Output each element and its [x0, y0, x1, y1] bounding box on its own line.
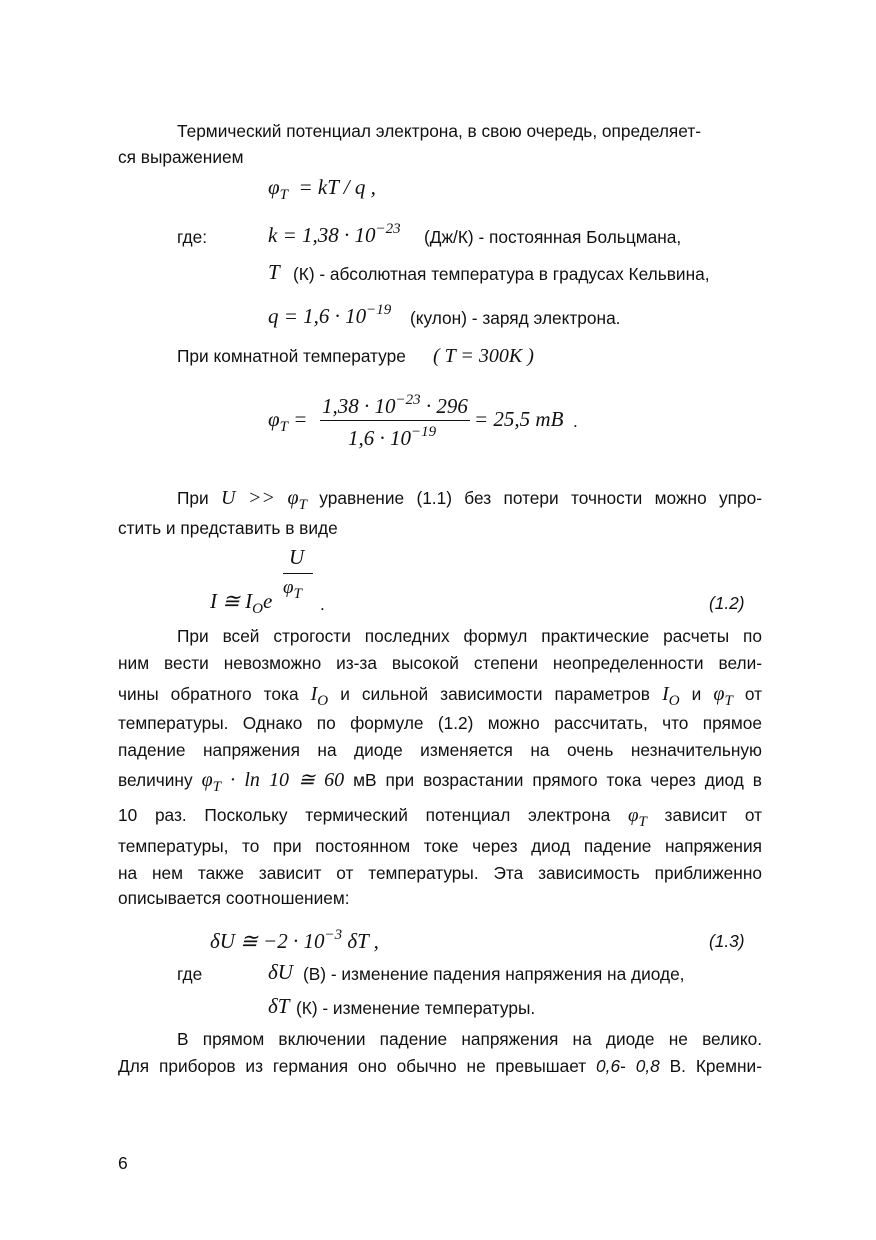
charge-description: (кулон) - заряд электрона. — [410, 308, 621, 328]
fraction-rhs: = 25,5 mB — [474, 407, 564, 431]
formula-electron-charge: $q = 1,6 \cdot 10^{-19}$ — [268, 302, 392, 328]
paragraph-line: чины обратного тока $I_O$ и сильной зависимости параметров $I_O$ и $\varphi_T$ от — [118, 683, 762, 709]
where-label: где — [177, 964, 203, 984]
fraction-period: . — [573, 411, 578, 431]
symbol-delta-t: δT — [268, 994, 290, 1018]
formula-current: I ≅ $I_Oe$ — [210, 589, 273, 617]
fraction-lhs: $\varphi_T$ = — [268, 407, 308, 435]
paragraph-line: на нем также зависит от температуры. Эта зависимость приближенно — [118, 863, 762, 883]
room-temperature-text: При комнатной температуре — [177, 346, 406, 366]
exponent-bar — [283, 573, 313, 574]
paragraph-line: температуры. Однако по формуле (1.2) можно рассчитать, что прямое — [118, 713, 762, 733]
fraction-denominator: $1,6 \cdot 10^{-19}$ — [348, 424, 437, 450]
formula-thermal-potential: $\varphi_T$ = kT / q , — [268, 175, 376, 203]
paragraph-line: ся выражением — [118, 147, 244, 167]
where-label: где: — [177, 227, 208, 247]
paragraph-line: При всей строгости последних формул практические расчеты по — [177, 626, 762, 646]
fraction-numerator: $1,38 \cdot 10^{-23} \cdot 296$ — [322, 392, 468, 418]
paragraph-line: стить и представить в виде — [118, 518, 338, 538]
paragraph-line: температуры, то при постоянном токе через диод падение напряжения — [118, 836, 762, 856]
paragraph-line: При $U >> \varphi_T$ уравнение (1.1) без потери точности можно упро- — [177, 487, 762, 513]
symbol-temperature: T — [268, 260, 280, 284]
paragraph-line: ним вести невозможно из-за высокой степени неопределенности вели- — [118, 653, 762, 673]
paragraph-line: величину $\varphi_T \cdot \ln 10$ ≅ 60 мВ при возрастании прямого тока через диод в — [118, 769, 762, 795]
paragraph-line: В прямом включении падение напряжения на диоде не велико. — [177, 1029, 762, 1049]
equation-label: (1.3) — [709, 931, 745, 951]
exponent-denominator: $\varphi_T$ — [283, 577, 302, 602]
delta-t-description: (К) - изменение температуры. — [296, 998, 536, 1018]
formula-voltage-change: δU ≅ $-2 \cdot 10^{-3}$ δT , — [210, 927, 379, 953]
boltzmann-description: (Дж/К) - постоянная Больцмана, — [424, 227, 682, 247]
paragraph-line: Термический потенциал электрона, в свою очередь, определяет- — [177, 121, 701, 141]
formula-boltzmann: $k = 1,38 \cdot 10^{-23}$ — [268, 221, 401, 247]
page-number: 6 — [118, 1153, 128, 1173]
equation-label: (1.2) — [709, 593, 745, 613]
fraction-bar — [320, 420, 470, 421]
room-temperature-formula: ( T = 300K ) — [433, 345, 534, 367]
paragraph-line: Для приборов из германия оно обычно не превышает 0,6- 0,8 В. Кремни- — [118, 1056, 762, 1076]
temperature-description: (К) - абсолютная температура в градусах Кельвина, — [293, 264, 710, 284]
paragraph-line: 10 раз. Поскольку термический потенциал электрона $\varphi_T$ зависит от — [118, 805, 762, 830]
formula-period: . — [320, 594, 325, 614]
symbol-delta-u: δU — [268, 960, 293, 984]
delta-u-description: (В) - изменение падения напряжения на диоде, — [303, 964, 685, 984]
paragraph-line: описывается соотношением: — [118, 888, 350, 908]
exponent-numerator: U — [289, 545, 305, 569]
paragraph-line: падение напряжения на диоде изменяется на очень незначительную — [118, 740, 762, 760]
